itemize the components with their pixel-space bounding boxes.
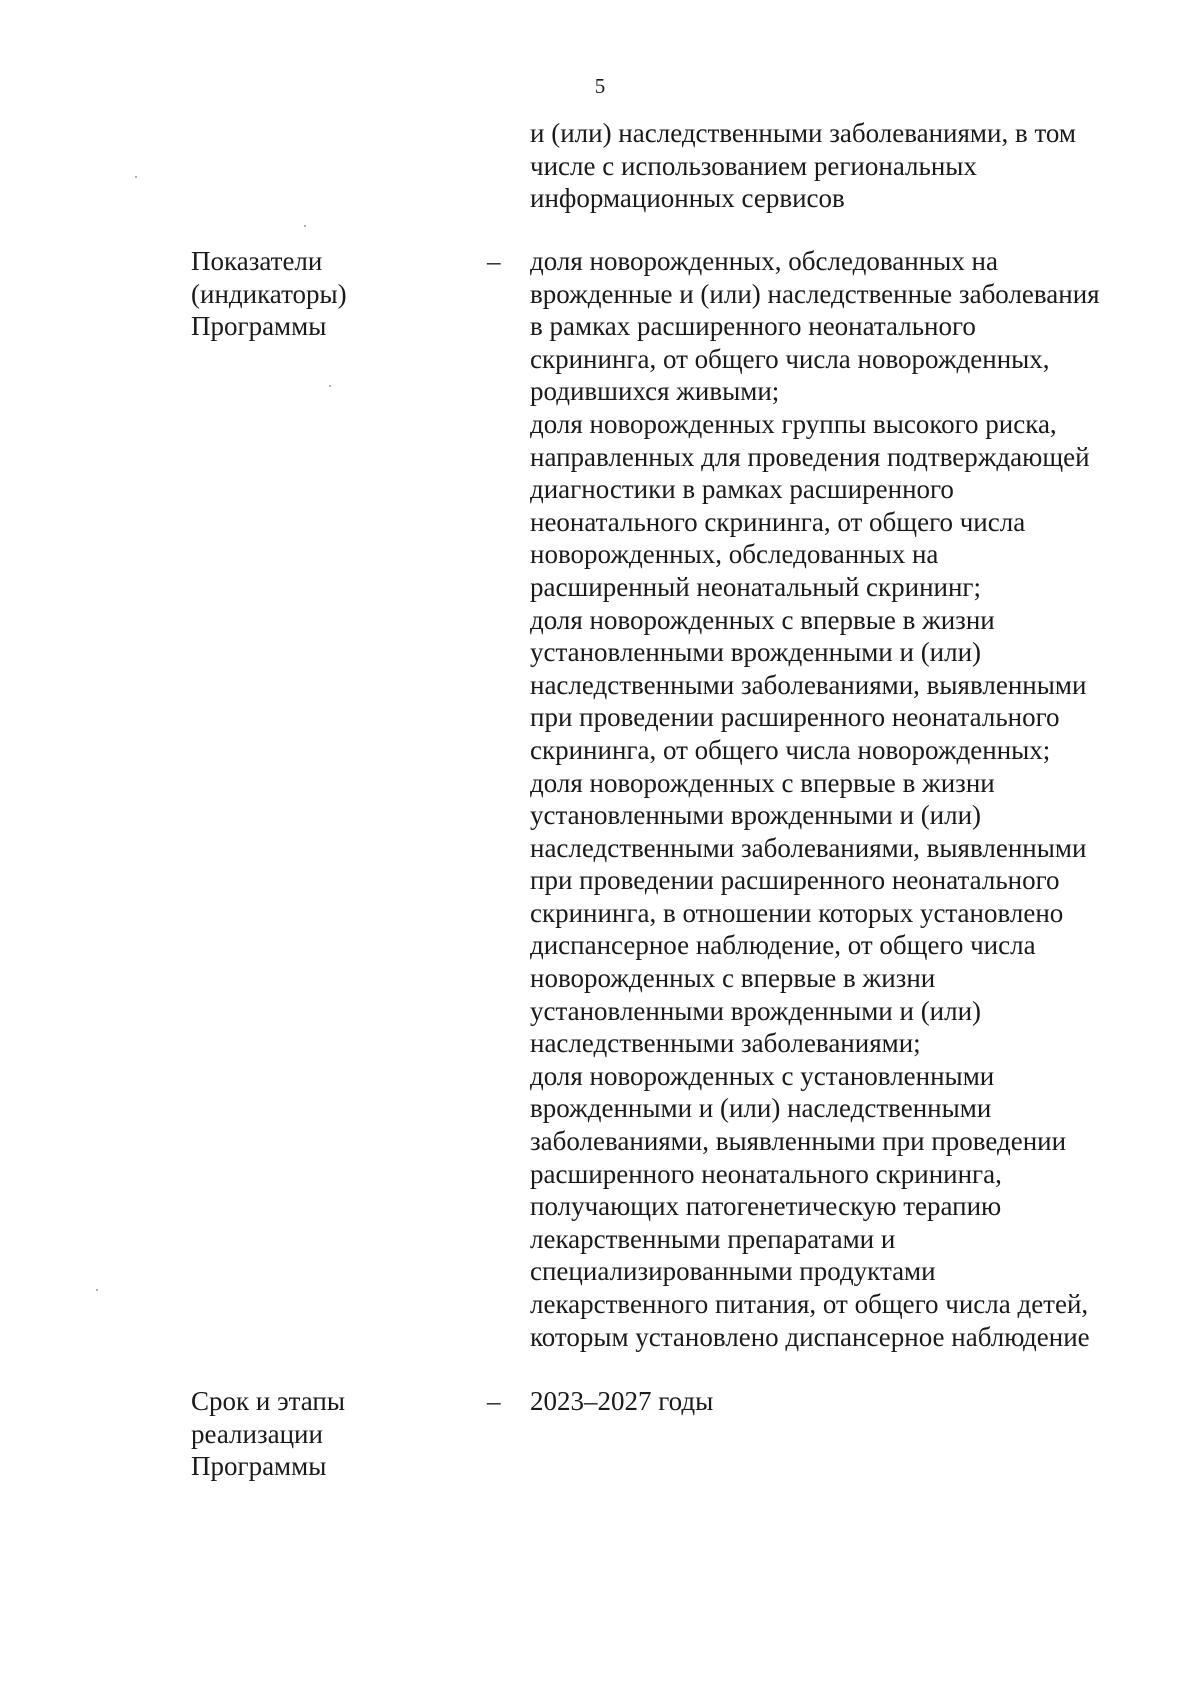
text-line: доля новорожденных с впервые в жизни xyxy=(530,604,995,635)
text-line: информационных сервисов xyxy=(530,183,845,214)
text-line: заболеваниями, выявленными при проведении xyxy=(530,1126,1067,1157)
text-line: установленными врожденными и (или) xyxy=(530,995,982,1026)
text-line: установленными врожденными и (или) xyxy=(530,637,982,668)
text-line: врожденными и (или) наследственными xyxy=(530,1093,992,1124)
text-line: скрининга, от общего числа новорожденных, xyxy=(530,343,1050,374)
term-value: 2023–2027 годы xyxy=(530,1386,714,1416)
text-line: получающих патогенетическую терапию xyxy=(530,1191,1002,1222)
text-line: скрининга, от общего числа новорожденных; xyxy=(530,734,1051,765)
page-number: 5 xyxy=(594,74,606,98)
scan-speck xyxy=(96,1289,98,1291)
label-line: Программы xyxy=(191,311,327,342)
scan-speck xyxy=(304,225,306,227)
text-line: направленных для проведения подтверждающей xyxy=(530,441,1090,472)
scan-speck xyxy=(135,176,137,178)
indicators-dash: – xyxy=(487,246,501,276)
text-line: при проведении расширенного неонатального xyxy=(530,865,1060,896)
text-line: неонатального скрининга, от общего числа xyxy=(530,506,1026,537)
text-line: при проведении расширенного неонатального xyxy=(530,702,1060,733)
text-line: наследственными заболеваниями, выявленными xyxy=(530,832,1087,863)
label-line: (индикаторы) xyxy=(191,278,347,309)
text-line: числе с использованием региональных xyxy=(530,150,977,181)
text-line: новорожденных, обследованных на xyxy=(530,539,939,570)
text-line: расширенного неонатального скрининга, xyxy=(530,1158,1002,1189)
indicators-text xyxy=(530,245,1100,1353)
label-line: реализации xyxy=(191,1418,323,1449)
text-line: врожденные и (или) наследственные заболевания xyxy=(530,278,1100,309)
text-line: скрининга, в отношении которых установлено xyxy=(530,897,1064,928)
scan-speck xyxy=(329,385,331,387)
text-line: диспансерное наблюдение, от общего числа xyxy=(530,930,1036,961)
text-line: расширенный неонатальный скрининг; xyxy=(530,571,981,602)
indicators-label xyxy=(191,245,347,343)
continuation-text xyxy=(530,117,1076,215)
text-line: лекарственного питания, от общего числа детей, xyxy=(530,1289,1089,1319)
term-dash: – xyxy=(487,1386,501,1416)
text-line: новорожденных с впервые в жизни xyxy=(530,963,936,994)
label-line: Программы xyxy=(191,1451,327,1482)
text-line: доля новорожденных, обследованных на xyxy=(530,246,998,276)
text-line: специализированными продуктами xyxy=(530,1256,936,1287)
term-label xyxy=(191,1385,345,1483)
text-line: диагностики в рамках расширенного xyxy=(530,474,954,505)
text-line: лекарственными препаратами и xyxy=(530,1223,896,1254)
text-line: которым установлено диспансерное наблюдение xyxy=(530,1321,1090,1352)
text-line: в рамках расширенного неонатального xyxy=(530,311,976,342)
text-line: и (или) наследственными заболеваниями, в том xyxy=(530,118,1076,148)
label-line: Срок и этапы xyxy=(191,1386,346,1416)
label-line: Показатели xyxy=(191,246,323,276)
text-line: родившихся живыми; xyxy=(530,376,780,407)
text-line: наследственными заболеваниями; xyxy=(530,1028,921,1059)
text-line: доля новорожденных с установленными xyxy=(530,1060,995,1091)
text-line: установленными врожденными и (или) xyxy=(530,800,982,831)
text-line: доля новорожденных группы высокого риска, xyxy=(530,408,1057,439)
text-line: наследственными заболеваниями, выявленными xyxy=(530,669,1087,700)
text-line: доля новорожденных с впервые в жизни xyxy=(530,767,995,798)
